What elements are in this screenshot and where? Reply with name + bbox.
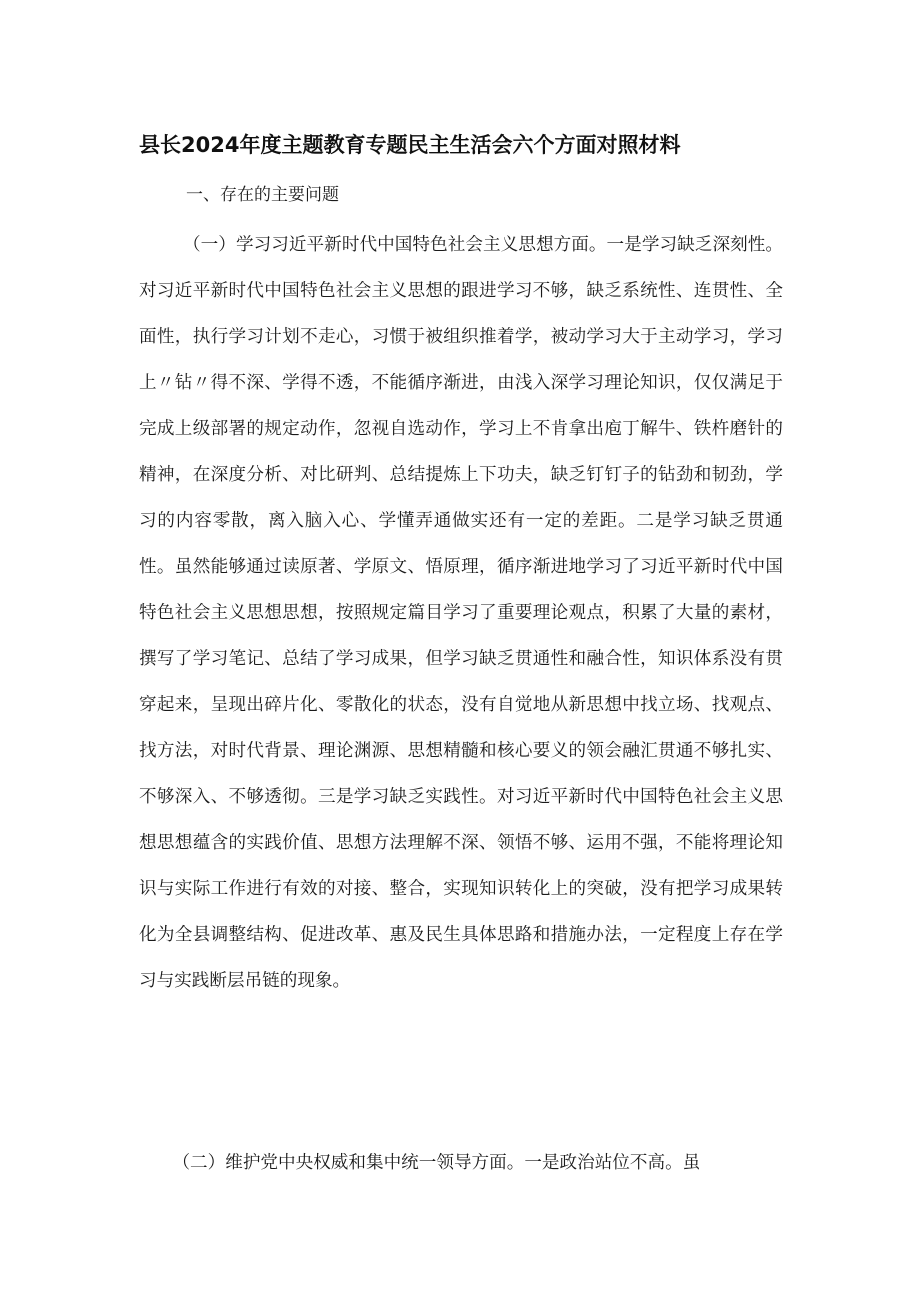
section-heading: 一、存在的主要问题	[186, 185, 339, 205]
document-title: 县长2024年度主题教育专题民主生活会六个方面对照材料	[139, 133, 681, 157]
paragraph-central-authority: （二）维护党中央权威和集中统一领导方面。一是政治站位不高。虽	[172, 1153, 701, 1173]
paragraph-study-thought: （一）学习习近平新时代中国特色社会主义思想方面。一是学习缺乏深刻性。对习近平新时代中国特色社会主义思想的跟进学习不够，缺乏系统性、连贯性、全面性，执行学习计划不走心，习惯于被组织推着学，被动学习大于主动学习，学习上〃钻〃得不深、学得不透，不能循序渐进，由浅入深学习理论知识，仅仅满足于完成上级部署的规定动作，忽视自选动作，学习上不肯拿出庖丁解牛、铁杵磨针的精神，在深度分析、对比研判、总结提炼上下功夫，缺乏钉钉子的钻劲和韧劲，学习的内容零散，离入脑入心、学懂弄通做实还有一定的差距。二是学习缺乏贯通性。虽然能够通过读原著、学原文、悟原理，循序渐进地学习了习近平新时代中国特色社会主义思想思想，按照规定篇目学习了重要理论观点，积累了大量的素材，撰写了学习笔记、总结了学习成果，但学习缺乏贯通性和融合性，知识体系没有贯穿起来，呈现出碎片化、零散化的状态，没有自觉地从新思想中找立场、找观点、找方法，对时代背景、理论渊源、思想精髓和核心要义的领会融汇贯通不够扎实、不够深入、不够透彻。三是学习缺乏实践性。对习近平新时代中国特色社会主义思想思想蕴含的实践价值、思想方法理解不深、领悟不够、运用不强，不能将理论知识与实际工作进行有效的对接、整合，实现知识转化上的突破，没有把学习成果转化为全县调整结构、促进改革、惠及民生具体思路和措施办法，一定程度上存在学习与实践断层吊链的现象。	[139, 235, 783, 991]
